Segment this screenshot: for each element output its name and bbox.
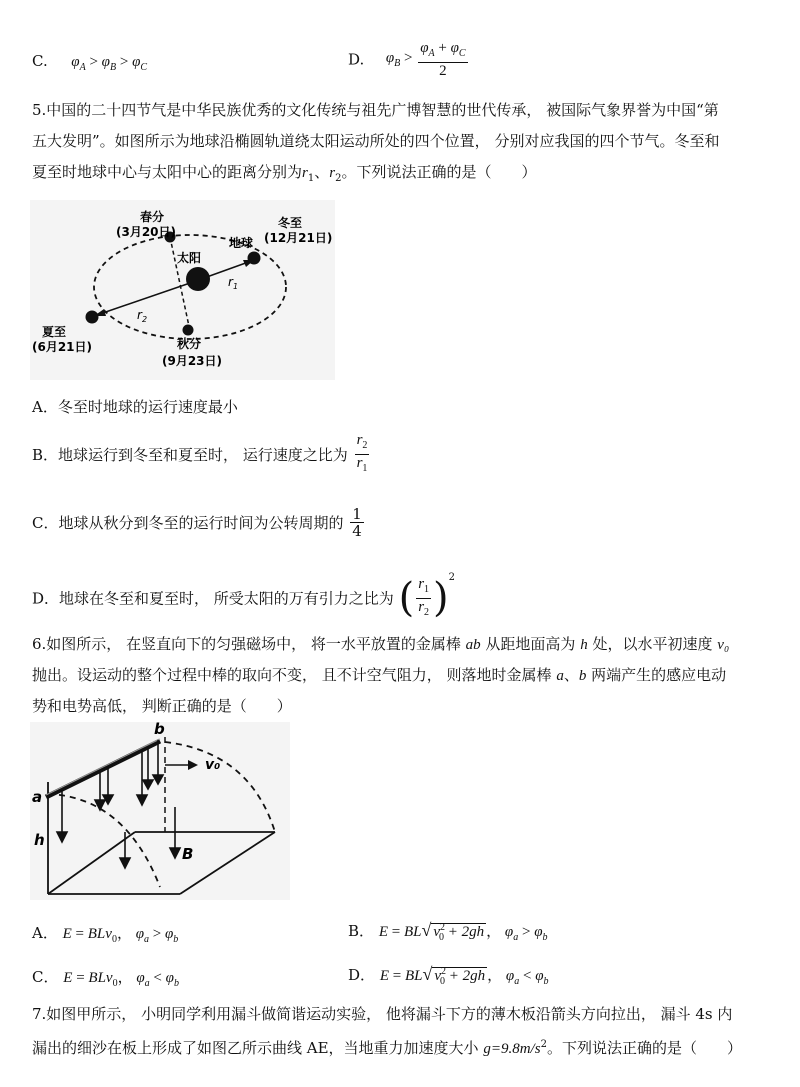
label-earth: 地球 bbox=[229, 236, 254, 250]
q6-option-c[interactable]: C． E = BLv$_0$， $\varphi_a < \varphi_b$ bbox=[32, 968, 179, 989]
q4-option-d[interactable]: D. $\varphi_B$ > $\frac{\varphi_A + \varphi_C}{2}$ bbox=[348, 40, 466, 79]
q5-option-c[interactable]: C．地球从秋分到冬至的运行时间为公转周期的 $\frac{1}{4}$ bbox=[32, 505, 362, 540]
q6-option-b[interactable]: B． E = BL√ $v^2_0 + 2gh$ ， $\varphi_a > \varphi_b$ bbox=[348, 920, 548, 943]
q5-stem-line3: 夏至时地球中心与太阳中心的距离分别为$r_1$、$r_2$。下列说法正确的是（ ） bbox=[32, 163, 537, 184]
label-a: a bbox=[32, 788, 43, 806]
label-b: b bbox=[154, 722, 165, 738]
label-v0: v₀ bbox=[205, 757, 221, 773]
q5-stem-line1: 5.中国的二十四节气是中华民族优秀的文化传统与祖先广博智慧的世代传承， 被国际气象界誉为中国“第 bbox=[32, 101, 719, 119]
q6-c-expression: E = BLv$_0$， $\varphi_a < \varphi_b$ bbox=[63, 970, 179, 989]
label-sun: 太阳 bbox=[177, 251, 202, 265]
earth-autumn bbox=[183, 325, 194, 336]
label-r2: $r_2$ bbox=[137, 308, 148, 324]
q7-stem-line1: 7.如图甲所示， 小明同学利用漏斗做简谐运动实验， 他将漏斗下方的薄木板沿箭头方向拉出， 漏斗 4s 内 bbox=[32, 1005, 733, 1023]
q6-option-a[interactable]: A． E = BLv$_0$， $\varphi_a > \varphi_b$ bbox=[32, 924, 179, 945]
q6-stem-line2: 抛出。设运动的整个过程中棒的取向不变， 且不计空气阻力， 则落地时金属棒 a、b 两端产生的感应电动 bbox=[32, 666, 727, 684]
label-winter-date: (12月21日) bbox=[264, 231, 333, 245]
q7-stem-line2: 漏出的细沙在板上形成了如图乙所示曲线 AE，当地重力加速度大小 $g=9.8m/s^2$。下列说法正确的是（ ） bbox=[32, 1039, 742, 1057]
q5-d-fraction: $\frac{r_1}{r_2}$ bbox=[418, 575, 430, 618]
label-spring-date: (3月20日) bbox=[116, 225, 177, 239]
q5-stem-line2: 五大发明”。如图所示为地球沿椭圆轨道绕太阳运动所处的四个位置， 分别对应我国的四个节气。冬至和 bbox=[32, 132, 720, 150]
q5-option-b[interactable]: B．地球运行到冬至和夏至时， 运行速度之比为 $\frac{r_2}{r_1}$ bbox=[32, 432, 371, 477]
q6-d-expression: E = BL√ $v^2_0 + 2gh$ ， $\varphi_a < \varphi_b$ bbox=[379, 964, 549, 987]
label-h: h bbox=[34, 831, 45, 849]
orbit-diagram bbox=[30, 200, 335, 380]
q5-option-a[interactable]: A．冬至时地球的运行速度最小 bbox=[32, 398, 238, 416]
q6-b-expression: E = BL√ $v^2_0 + 2gh$ ， $\varphi_a > \varphi_b$ bbox=[378, 920, 548, 943]
q4-option-c[interactable]: C. $\varphi_A > \varphi_B > \varphi_C$ bbox=[32, 52, 148, 73]
q6-stem-line1: 6.如图所示， 在竖直向下的匀强磁场中， 将一水平放置的金属棒 ab 从距地面高为 h 处，以水平初速度 v₀ bbox=[32, 635, 730, 653]
q6-a-expression: E = BLv$_0$， $\varphi_a > \varphi_b$ bbox=[62, 926, 179, 945]
q4-d-expression: $\varphi_B$ > bbox=[385, 50, 413, 69]
q6-option-d[interactable]: D． E = BL√ $v^2_0 + 2gh$ ， $\varphi_a < \varphi_b$ bbox=[348, 964, 549, 987]
earth-winter bbox=[248, 252, 261, 265]
label-spring: 春分 bbox=[140, 210, 165, 224]
label-autumn: 秋分 bbox=[177, 337, 202, 351]
earth-summer bbox=[86, 311, 99, 324]
q5-b-fraction: $\frac{r_2}{r_1}$ bbox=[356, 432, 368, 474]
q6-stem-line3: 势和电势高低， 判断正确的是（ ） bbox=[32, 697, 292, 715]
q5-option-d[interactable]: D．地球在冬至和夏至时， 所受太阳的万有引力之比为 ( $\frac{r_1}{r_2}$ )$^2$ bbox=[32, 572, 456, 621]
label-summer: 夏至 bbox=[42, 325, 67, 339]
label-winter: 冬至 bbox=[278, 216, 303, 230]
q5-c-fraction: $\frac{1}{4}$ bbox=[352, 505, 362, 540]
q4-d-fraction: $\frac{\varphi_A + \varphi_C}{2}$ bbox=[420, 40, 466, 79]
label-autumn-date: (9月23日) bbox=[162, 354, 223, 368]
sun-circle bbox=[186, 267, 210, 291]
label-summer-date: (6月21日) bbox=[32, 340, 93, 354]
label-B: B bbox=[182, 845, 194, 863]
q4-c-expression: $\varphi_A > \varphi_B > \varphi_C$ bbox=[71, 54, 148, 73]
rod-diagram bbox=[30, 722, 290, 900]
label-r1: $r_1$ bbox=[228, 275, 239, 291]
